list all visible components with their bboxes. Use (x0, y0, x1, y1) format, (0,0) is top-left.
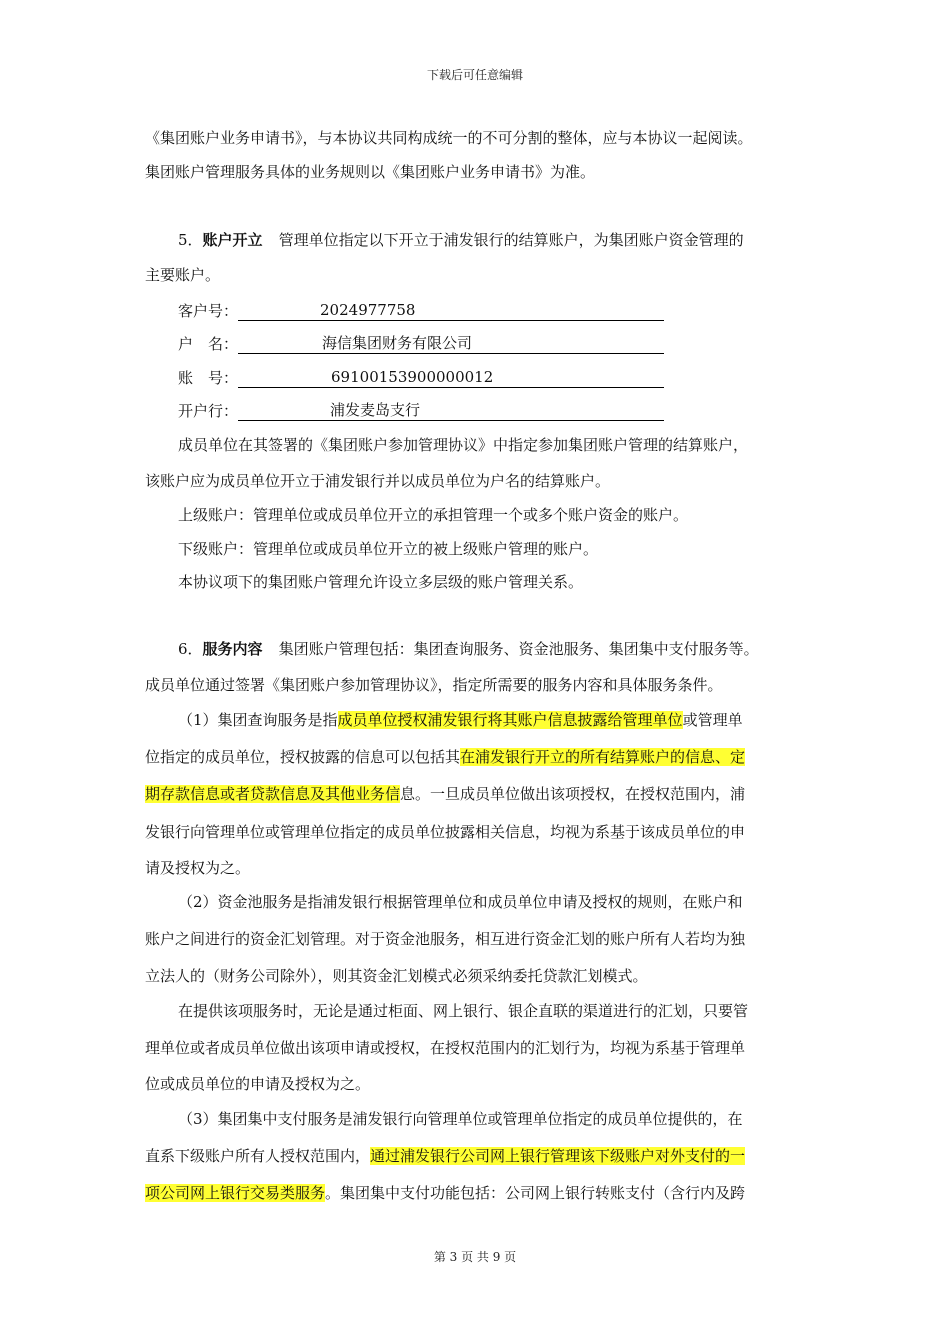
pool-para-line-3: 位或成员单位的申请及授权为之。 (145, 1075, 371, 1093)
section-5-number: 5． (178, 231, 203, 249)
pool-service-line-1: （2）资金池服务是指浦发银行根据管理单位和成员单位申请及授权的规则，在账户和 (178, 893, 743, 911)
field-label: 账 号： (178, 369, 239, 387)
query-service-line-5: 请及授权为之。 (145, 859, 251, 877)
field-value: 浦发麦岛支行 (330, 401, 421, 419)
section-6-title: 服务内容 (202, 640, 263, 658)
text-run: 直系下级账户所有人授权范围内， (145, 1147, 371, 1165)
section-5-title: 账户开立 (202, 231, 263, 249)
section-6-heading-line (178, 639, 759, 659)
text-run: 息。一旦成员单位做出该项授权，在授权范围内，浦 (400, 785, 746, 803)
field-underline (238, 369, 664, 388)
upper-account-def: 上级账户：管理单位或成员单位开立的承担管理一个或多个账户资金的账户。 (178, 506, 689, 524)
field-underline (238, 302, 664, 321)
query-service-line-3 (145, 784, 745, 804)
section-6-line-2: 成员单位通过签署《集团账户参加管理协议》，指定所需要的服务内容和具体服务条件。 (145, 676, 723, 694)
intro-line-2: 集团账户管理服务具体的业务规则以《集团账户业务申请书》为准。 (145, 163, 596, 181)
payment-service-line-3 (145, 1183, 745, 1203)
section-5-text: 管理单位指定以下开立于浦发银行的结算账户，为集团账户资金管理的 (278, 231, 744, 249)
query-service-line-4: 发银行向管理单位或管理单位指定的成员单位披露相关信息，均视为系基于该成员单位的申 (145, 823, 746, 841)
multi-level-note: 本协议项下的集团账户管理允许设立多层级的账户管理关系。 (178, 573, 584, 591)
field-value: 海信集团财务有限公司 (322, 334, 473, 352)
account-field-name (178, 334, 664, 354)
field-value: 2024977758 (320, 301, 416, 319)
section-5-heading-line (178, 230, 744, 250)
field-underline (238, 402, 664, 421)
pool-service-line-3: 立法人的（财务公司除外），则其资金汇划模式必须采纳委托贷款汇划模式。 (145, 967, 648, 985)
text-run: 位指定的成员单位，授权披露的信息可以包括其 (145, 748, 461, 766)
account-field-customer-no (178, 301, 664, 321)
field-value: 69100153900000012 (331, 368, 494, 386)
highlighted-text: 项公司网上银行交易类服务 (145, 1184, 326, 1202)
account-field-number (178, 368, 664, 388)
field-underline (238, 335, 664, 354)
pool-para-line-2: 理单位或者成员单位做出该项申请或授权，在授权范围内的汇划行为，均视为系基于管理单 (145, 1039, 746, 1057)
lower-account-def: 下级账户：管理单位或成员单位开立的被上级账户管理的账户。 (178, 540, 599, 558)
highlighted-text: 在浦发银行开立的所有结算账户的信息、定 (460, 748, 746, 766)
pool-service-line-2: 账户之间进行的资金汇划管理。对于资金池服务，相互进行资金汇划的账户所有人若均为独 (145, 930, 746, 948)
member-para-line-2: 该账户应为成员单位开立于浦发银行并以成员单位为户名的结算账户。 (145, 472, 611, 490)
page-header: 下载后可任意编辑 (426, 68, 523, 82)
intro-line-1: 《集团账户业务申请书》，与本协议共同构成统一的不可分割的整体，应与本协议一起阅读。 (145, 129, 753, 147)
highlighted-text: 期存款信息或者贷款信息及其他业务信 (145, 785, 401, 803)
text-run: 。集团集中支付功能包括：公司网上银行转账支付（含行内及跨 (325, 1184, 746, 1202)
account-field-bank (178, 401, 664, 421)
field-label: 客户号： (178, 302, 239, 320)
section-6-number: 6． (178, 640, 203, 658)
field-label: 户 名： (178, 335, 239, 353)
highlighted-text: 通过浦发银行公司网上银行管理该下级账户对外支付的一 (370, 1147, 746, 1165)
field-label: 开户行： (178, 402, 239, 420)
text-run: 或管理单 (682, 711, 743, 729)
page-footer: 第 3 页 共 9 页 (433, 1250, 517, 1264)
member-para-line-1: 成员单位在其签署的《集团账户参加管理协议》中指定参加集团账户管理的结算账户， (178, 436, 749, 454)
payment-service-line-2 (145, 1146, 745, 1166)
section-6-text: 集团账户管理包括：集团查询服务、资金池服务、集团集中支付服务等。 (278, 640, 759, 658)
text-run: （1）集团查询服务是指 (178, 711, 338, 729)
highlighted-text: 成员单位授权浦发银行将其账户信息披露给管理单位 (337, 711, 683, 729)
query-service-line-2 (145, 747, 745, 767)
payment-service-line-1: （3）集团集中支付服务是浦发银行向管理单位或管理单位指定的成员单位提供的，在 (178, 1110, 743, 1128)
pool-para-line-1: 在提供该项服务时，无论是通过柜面、网上银行、银企直联的渠道进行的汇划，只要管 (178, 1002, 749, 1020)
query-service-line-1 (178, 710, 743, 730)
section-5-line-2: 主要账户。 (145, 266, 221, 284)
